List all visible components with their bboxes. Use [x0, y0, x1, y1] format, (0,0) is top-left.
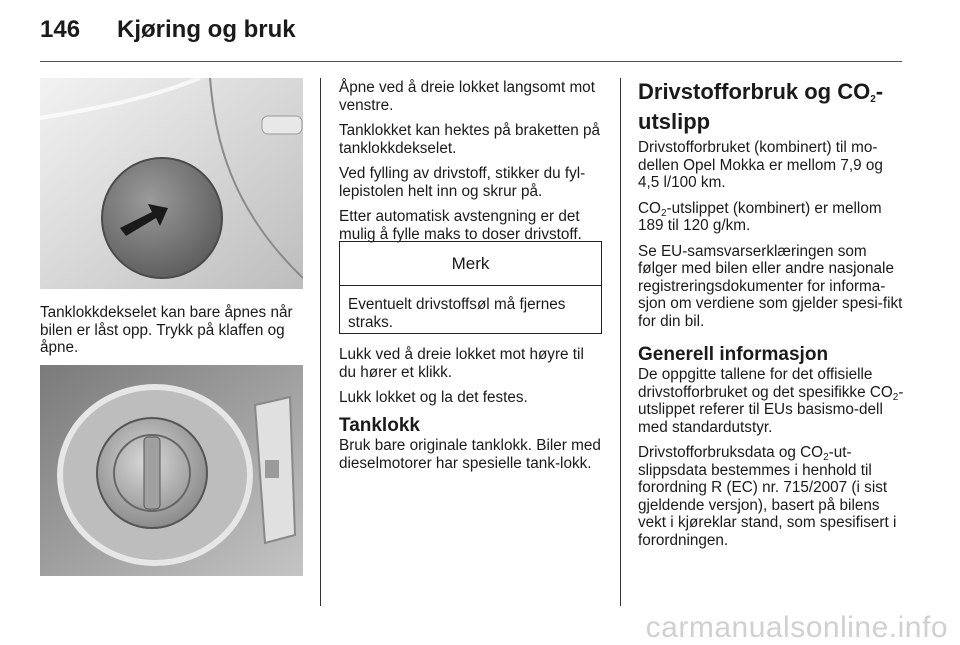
subscript: 2	[660, 207, 667, 219]
column-divider-left	[320, 78, 321, 606]
paragraph-text: -ut-slippsdata bestemmes i henhold til forordning R (EC) nr. 715/2007 (i sist gjeldende versjon), basert på bilens vekt i kjøreklar stand, som spesifisert i forordningen.	[638, 444, 897, 549]
header-rule	[40, 61, 902, 62]
heading-text: -	[875, 79, 884, 104]
paragraph: Se EU-samsvarserklæringen som følger med bilen eller andre nasjonale registreringsdokumenter for informa-sjon om verdiene som gjelder spesi-fikt for din bil.	[638, 242, 903, 330]
page-title: Kjøring og bruk	[117, 16, 296, 43]
note-heading: Merk	[340, 242, 601, 286]
section-heading-fuel-consumption	[638, 79, 908, 135]
paragraph: Lukk ved å dreie lokket mot høyre til du hører et klikk.	[339, 346, 584, 381]
paragraph: Bruk bare originale tanklokk. Biler med dieselmotorer har spesielle tank-lokk.	[339, 437, 601, 472]
column-divider-right	[620, 78, 621, 606]
heading-text: utslipp	[638, 109, 711, 134]
fuel-door-photo	[40, 78, 303, 289]
fuel-cap-photo	[40, 365, 303, 576]
paragraph-text: -utslippet (kombinert) er mellom 189 til 120 g/km.	[638, 199, 882, 234]
heading-subscript: 2	[870, 94, 876, 105]
middle-column-text-lower	[339, 346, 605, 415]
section-heading-general-info: Generell informasjon	[638, 344, 829, 365]
paragraph-text: -utslippet referer til EUs basismo-dell med standardutstyr.	[638, 383, 904, 436]
right-column-text	[638, 139, 906, 330]
section-heading-tanklokk: Tanklokk	[339, 415, 420, 436]
paragraph: Drivstofforbruket (kombinert) til mo-dellen Opel Mokka er mellom 7,9 og 4,5 l/100 km.	[638, 139, 883, 191]
paragraph: Åpne ved å dreie lokket langsomt mot venstre.	[339, 79, 595, 114]
watermark: carmanualsonline.info	[645, 611, 948, 644]
note-body: Eventuelt drivstoffsøl må fjernes straks.	[348, 296, 566, 331]
paragraph: Tanklokket kan hektes på braketten på tanklokkdekselet.	[339, 122, 601, 157]
caption-text: Tanklokkdekselet kan bare åpnes når bilen er låst opp. Trykk på klaffen og åpne.	[40, 304, 293, 356]
paragraph: Lukk lokket og la det festes.	[339, 389, 528, 406]
subscript: 2	[823, 452, 829, 463]
note-box	[339, 241, 602, 334]
middle-column-text	[339, 79, 605, 243]
paragraph: Etter automatisk avstengning er det mulig å fylle maks to doser drivstoff.	[339, 208, 582, 243]
right-column-text-lower	[638, 366, 906, 557]
paragraph	[638, 444, 906, 549]
heading-text: Drivstofforbruk og CO	[638, 79, 871, 104]
paragraph-text: Drivstofforbruksdata og CO	[638, 444, 824, 461]
subscript: 2	[892, 391, 899, 403]
paragraph: $CO_2$-utslippet (kombinert) er mellom 189 til 120 g/km.	[638, 199, 882, 234]
page-number: 146	[40, 16, 81, 43]
paragraph: Ved fylling av drivstoff, stikker du fyl-lepistolen helt inn og skrur på.	[339, 165, 586, 200]
paragraph	[638, 366, 906, 436]
paragraph-text: De oppgitte tallene for det offisielle drivstofforbruket og det spesifikke CO	[638, 366, 893, 401]
